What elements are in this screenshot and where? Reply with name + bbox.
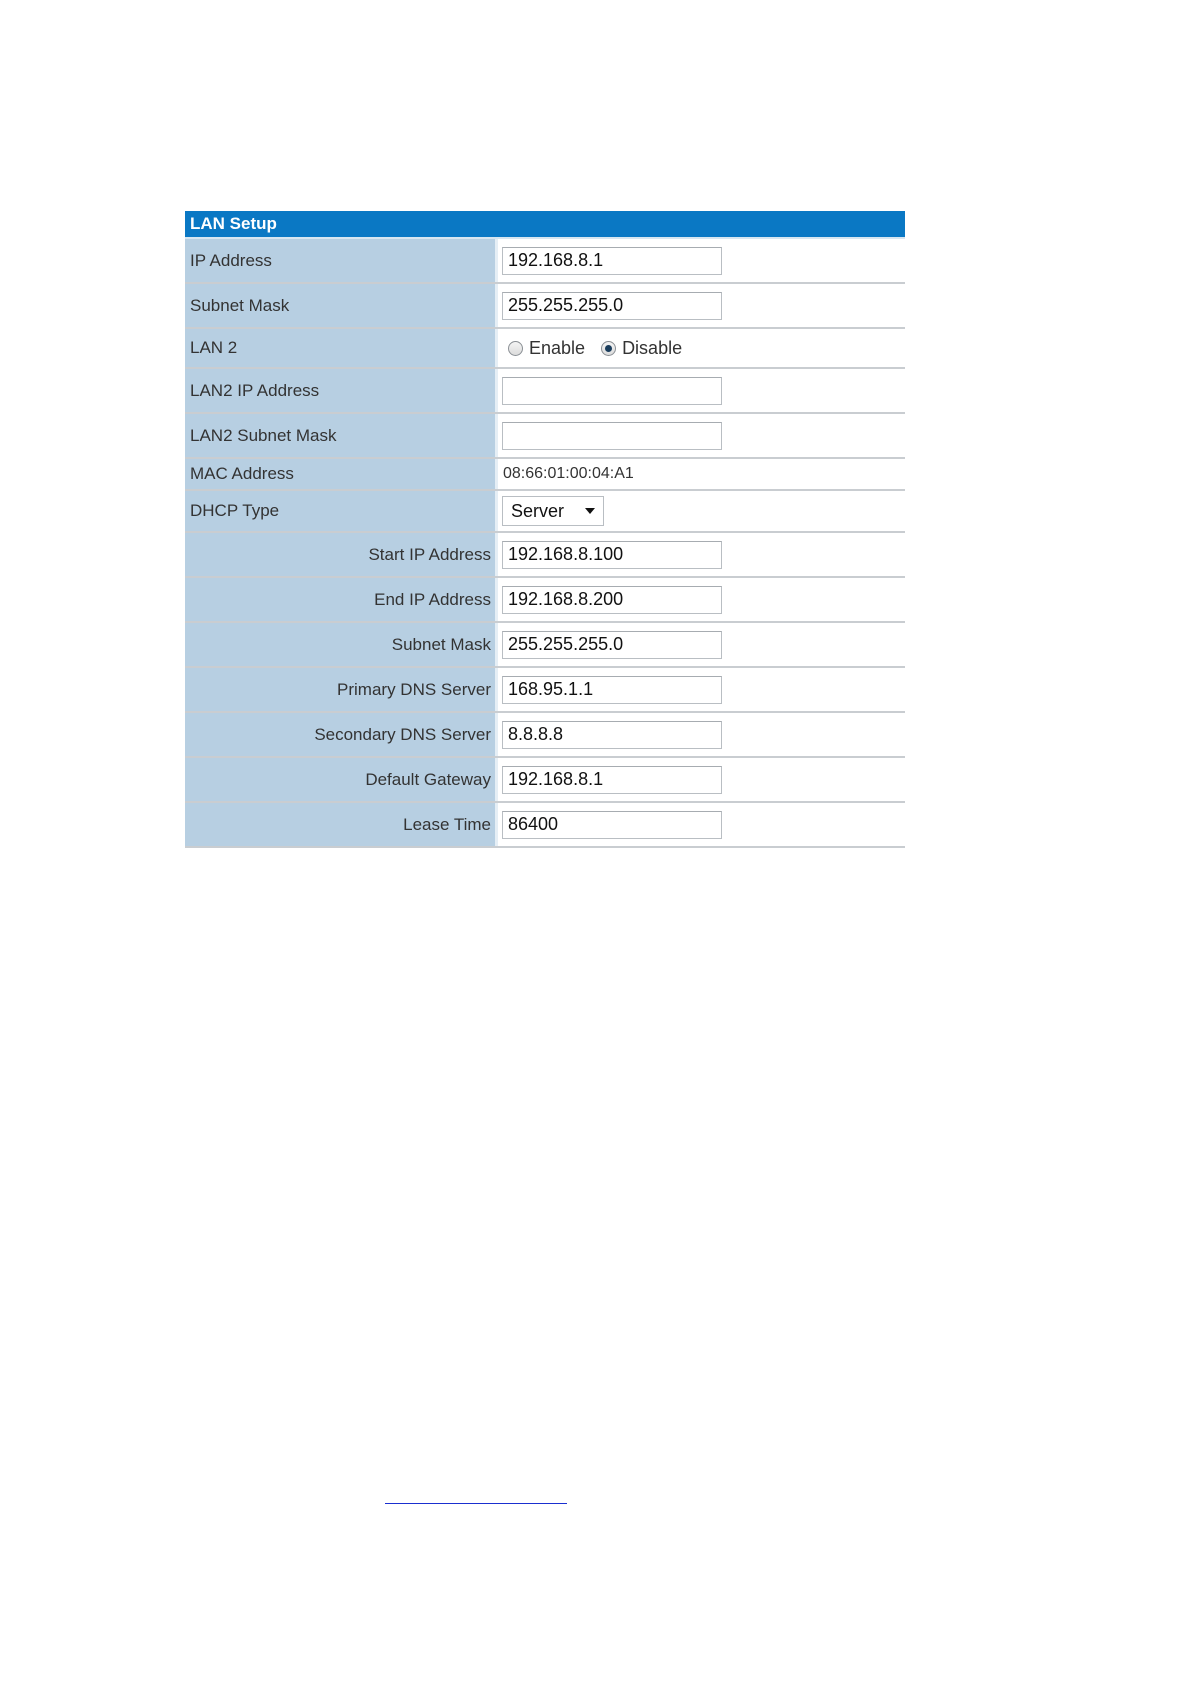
dhcp-subnet-label: Subnet Mask — [185, 623, 498, 666]
lan2-radio-group — [502, 338, 698, 359]
default-gateway-label: Default Gateway — [185, 758, 498, 801]
secondary-dns-label: Secondary DNS Server — [185, 713, 498, 756]
lan2-subnet-row — [185, 414, 905, 459]
end-ip-input[interactable] — [502, 586, 722, 614]
lan2-enable-radio[interactable] — [508, 341, 523, 356]
radio-selected-dot — [605, 345, 612, 352]
default-gateway-input[interactable] — [502, 766, 722, 794]
lan-setup-panel — [185, 211, 905, 848]
chevron-down-icon — [585, 508, 595, 514]
dhcp-type-label: DHCP Type — [185, 491, 498, 531]
start-ip-label: Start IP Address — [185, 533, 498, 576]
lan2-label: LAN 2 — [185, 329, 498, 367]
lan2-ip-label: LAN2 IP Address — [185, 369, 498, 412]
lan2-disable-radio[interactable] — [601, 341, 616, 356]
ip-address-label: IP Address — [185, 239, 498, 282]
secondary-dns-input[interactable] — [502, 721, 722, 749]
subnet-mask-input[interactable] — [502, 292, 722, 320]
dhcp-type-select[interactable] — [502, 496, 604, 526]
lease-time-input[interactable] — [502, 811, 722, 839]
mac-address-row — [185, 459, 905, 491]
lan2-subnet-input[interactable] — [502, 422, 722, 450]
ip-address-row — [185, 239, 905, 284]
dhcp-type-selected: Server — [511, 500, 565, 521]
lan2-subnet-label: LAN2 Subnet Mask — [185, 414, 498, 457]
lan-setup-title: LAN Setup — [185, 211, 905, 239]
primary-dns-input[interactable] — [502, 676, 722, 704]
dhcp-type-row — [185, 491, 905, 533]
default-gateway-row — [185, 758, 905, 803]
subnet-mask-row — [185, 284, 905, 329]
lan2-ip-input[interactable] — [502, 377, 722, 405]
mac-address-value: 08:66:01:00:04:A1 — [503, 465, 634, 482]
lan2-row — [185, 329, 905, 369]
subnet-mask-label: Subnet Mask — [185, 284, 498, 327]
lan2-ip-row — [185, 369, 905, 414]
end-ip-row — [185, 578, 905, 623]
dhcp-subnet-input[interactable] — [502, 631, 722, 659]
hyperlink-underline[interactable] — [385, 1503, 567, 1504]
lease-time-row — [185, 803, 905, 848]
end-ip-label: End IP Address — [185, 578, 498, 621]
lease-time-label: Lease Time — [185, 803, 498, 846]
start-ip-input[interactable] — [502, 541, 722, 569]
primary-dns-label: Primary DNS Server — [185, 668, 498, 711]
ip-address-input[interactable] — [502, 247, 722, 275]
secondary-dns-row — [185, 713, 905, 758]
mac-address-label: MAC Address — [185, 459, 498, 489]
lan2-disable-label[interactable]: Disable — [622, 337, 683, 358]
lan2-enable-label[interactable]: Enable — [529, 337, 586, 358]
primary-dns-row — [185, 668, 905, 713]
dhcp-subnet-row — [185, 623, 905, 668]
start-ip-row — [185, 533, 905, 578]
